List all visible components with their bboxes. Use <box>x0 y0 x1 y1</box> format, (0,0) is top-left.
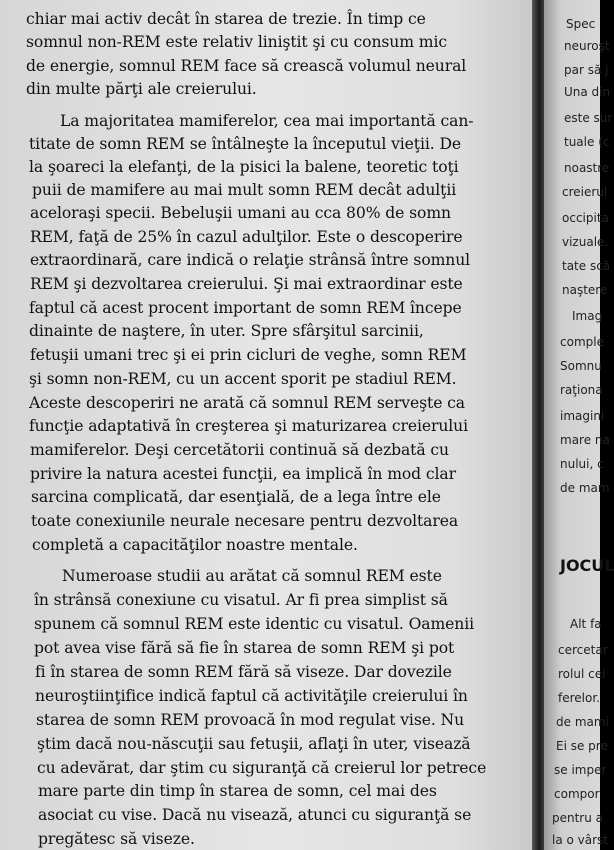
text-line: Numeroase studii au arătat că somnul REM este <box>62 567 442 585</box>
text-line: REM şi dezvoltarea creierului. Şi mai extraordinar este <box>30 275 463 293</box>
text-line: somnul non-REM este relativ liniştit şi cu consum mic <box>26 33 447 51</box>
text-line: La majoritatea mamiferelor, cea mai importantă can- <box>60 112 474 130</box>
right-page-edge <box>544 0 614 850</box>
text-line: noastre <box>564 161 610 175</box>
text-line: compor <box>554 787 600 801</box>
text-line: din multe părţi ale creierului. <box>26 80 257 98</box>
text-line: asociat cu vise. Dacă nu visează, atunci cu siguranţă se <box>38 806 472 824</box>
text-line: Alt fa <box>570 617 602 631</box>
text-line: pregătesc să viseze. <box>38 830 195 848</box>
text-line: neuroştiinţifice indică faptul că activităţile creierului în <box>35 687 468 705</box>
text-line: mare na <box>560 433 610 447</box>
text-line: completă a capacităţilor noastre mentale. <box>32 536 358 554</box>
text-line: imagini <box>560 409 605 423</box>
text-line: de energie, somnul REM face să crească volumul neural <box>26 57 467 75</box>
text-line: fetuşii umani trec şi ei prin cicluri de veghe, somn REM <box>30 346 467 364</box>
text-line: ştim dacă nou-născuţii sau fetuşii, aflaţi în uter, visează <box>37 735 471 753</box>
text-line: Somnu <box>560 359 602 373</box>
text-line: aceloraşi specii. Bebeluşii umani au cca 80% de somn <box>30 204 451 222</box>
text-line: raţiona <box>560 383 603 397</box>
text-line: comple <box>560 335 604 349</box>
text-line: fi în starea de somn REM fără să viseze. Dar dovezile <box>35 663 452 681</box>
text-line: cu adevărat, dar ştim cu siguranţă că creierul lor petrece <box>37 759 487 777</box>
text-line: tuale (c <box>564 135 610 149</box>
text-line: la şoareci la elefanţi, de la pisici la balene, teoretic toţi <box>29 158 459 176</box>
text-line: în strânsă conexiune cu visatul. Ar fi prea simplist să <box>34 591 448 609</box>
text-line: Una din <box>564 85 611 99</box>
text-line: occipita <box>562 211 609 225</box>
text-line: par să j <box>564 63 609 77</box>
text-line: dinainte de naştere, în uter. Spre sfârşitul sarcinii, <box>29 322 424 340</box>
text-line: REM, faţă de 25% în cazul adulţilor. Este o descoperire <box>30 228 463 246</box>
text-line: vizuale. <box>562 235 609 249</box>
text-line: este sur <box>564 111 613 125</box>
text-line: la o vârst <box>552 833 609 847</box>
text-line: tate scă <box>562 259 611 273</box>
text-line: chiar mai activ decât în starea de trezie. În timp ce <box>26 10 426 28</box>
text-line: privire la natura acestei funcţii, ea implică în mod clar <box>30 465 456 483</box>
text-line: rolul cei <box>558 667 606 681</box>
text-line: titate de somn REM se întâlneşte la începutul vieţii. De <box>29 135 461 153</box>
text-line: Aceste descoperiri ne arată că somnul REM serveşte ca <box>29 394 466 412</box>
text-line: spunem că somnul REM este identic cu visatul. Oamenii <box>34 615 475 633</box>
text-line: de mam <box>560 481 610 495</box>
text-line: Imag <box>572 309 603 323</box>
section-heading: JOCUL <box>560 556 614 575</box>
text-line: neuroşt <box>564 39 610 53</box>
text-line: mamiferelor. Deşi cercetătorii continuă să dezbată cu <box>30 441 449 459</box>
text-line: cercetar <box>558 643 608 657</box>
text-line: nului, c <box>560 457 604 471</box>
text-line: Ei se pre <box>556 739 608 753</box>
text-line: ferelor. <box>558 691 600 705</box>
text-line: toate conexiunile neurale necesare pentru dezvoltarea <box>31 512 459 530</box>
text-line: de mami <box>556 715 609 729</box>
text-line: creierul <box>562 185 608 199</box>
text-line: extraordinară, care indică o relaţie strânsă între somnul <box>30 251 471 269</box>
text-line: şi somn non-REM, cu un accent sporit pe stadiul REM. <box>29 370 457 388</box>
text-line: puii de mamifere au mai mult somn REM decât adulţii <box>32 181 457 199</box>
text-line: faptul că acest procent important de somn REM începe <box>29 299 462 317</box>
text-line: funcţie adaptativă în creşterea şi maturizarea creierului <box>29 417 468 435</box>
text-line: starea de somn REM provoacă în mod regulat vise. Nu <box>36 711 465 729</box>
text-line: naştere <box>562 283 608 297</box>
text-line: pentru a <box>552 811 604 825</box>
text-line: mare parte din timp în starea de somn, cel mai des <box>38 782 437 800</box>
text-line: se imper <box>554 763 607 777</box>
text-line: Spec <box>566 17 596 31</box>
text-line: pot avea vise fără să fie în starea de somn REM şi pot <box>34 639 455 657</box>
text-line: sarcina complicată, dar esenţială, de a lega între ele <box>31 488 441 506</box>
